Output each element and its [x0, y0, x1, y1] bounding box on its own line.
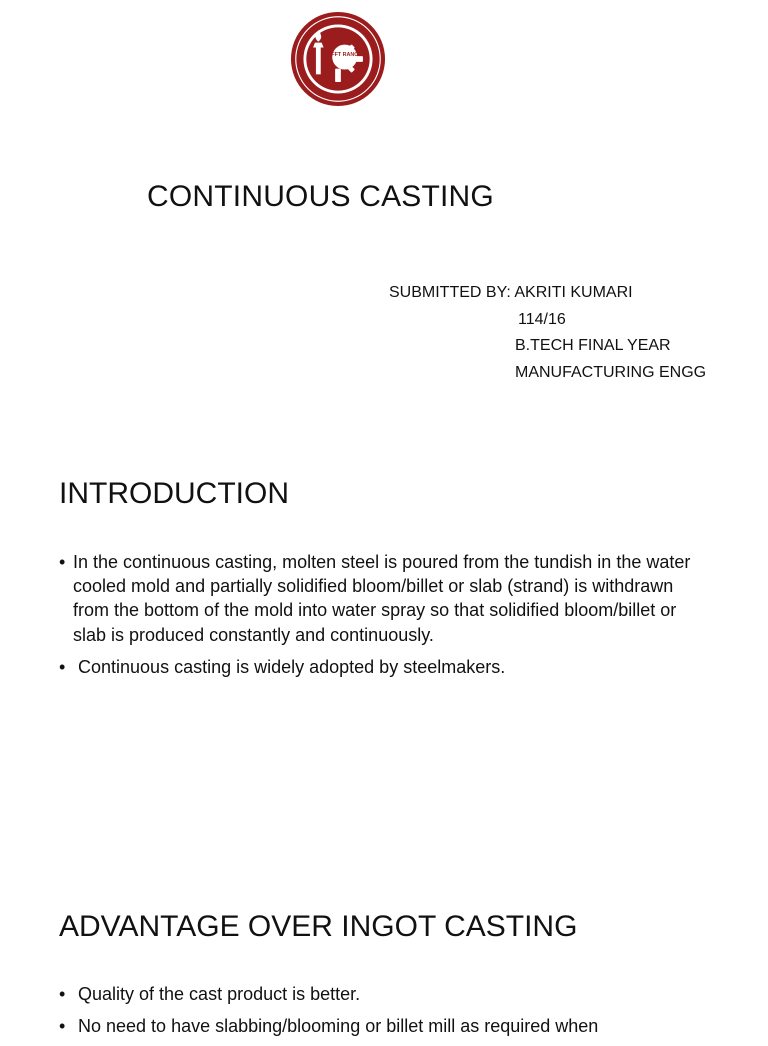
logo-emblem-icon — [290, 11, 386, 107]
bullet-icon: • — [59, 552, 66, 572]
bullet-icon: • — [59, 1016, 66, 1037]
slide-heading: INTRODUCTION — [59, 477, 289, 510]
list-item — [59, 982, 709, 1006]
bullet-icon: • — [59, 984, 66, 1004]
advantages-slide — [0, 864, 768, 1037]
introduction-slide — [0, 432, 768, 864]
bullet-icon: • — [59, 656, 66, 677]
bullet-text: Continuous casting is widely adopted by steelmakers. — [78, 656, 506, 677]
bullet-text: Quality of the cast product is better. — [78, 984, 361, 1004]
title-slide — [0, 0, 768, 432]
list-item — [59, 655, 709, 679]
bullet-text: In the continuous casting, molten steel is poured from the tundish in the water cooled mold and partially solidified bloom/billet or slab (strand) is withdrawn from the bottom of the mold into water spray so that solidified bloom/billet or slab is produced constantly and continuously. — [73, 552, 691, 645]
course-year: B.TECH FINAL YEAR — [515, 337, 671, 354]
submitted-by-block — [389, 280, 706, 386]
bullet-list — [59, 550, 709, 687]
submitted-by-name: SUBMITTED BY: AKRITI KUMARI — [389, 284, 633, 301]
list-item — [59, 1014, 709, 1038]
roll-number: 114/16 — [518, 310, 566, 328]
list-item — [59, 550, 709, 647]
slide-heading: ADVANTAGE OVER INGOT CASTING — [59, 910, 578, 943]
niift-ranchi-logo — [290, 11, 386, 107]
logo-text: NIFFT RANCHI — [325, 52, 364, 59]
bullet-text: No need to have slabbing/blooming or billet mill as required when — [78, 1016, 599, 1037]
presentation-title: CONTINUOUS CASTING — [147, 180, 494, 213]
bullet-list — [59, 982, 709, 1046]
department: MANUFACTURING ENGG — [515, 363, 707, 381]
